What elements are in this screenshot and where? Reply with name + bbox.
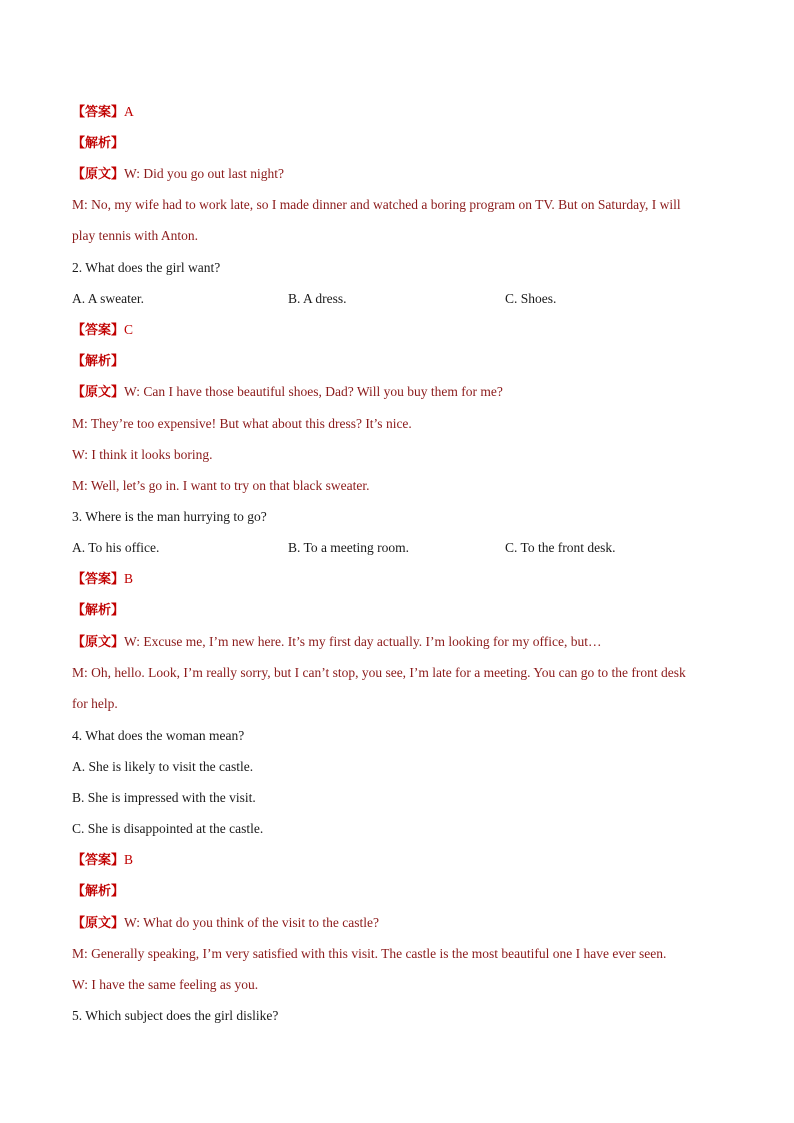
q4-question: 4. What does the woman mean? bbox=[72, 728, 245, 743]
original-tag: 【原文】 bbox=[72, 916, 125, 931]
q2-original-line bbox=[72, 383, 732, 402]
analysis-tag: 【解析】 bbox=[72, 603, 125, 618]
q1-answer-line bbox=[72, 103, 732, 122]
q4-analysis-line bbox=[72, 882, 732, 901]
q3-dialogue-1: M: Oh, hello. Look, I’m really sorry, but I can’t stop, you see, I’m late for a meeting. You can go to the front desk bbox=[72, 665, 686, 680]
q4-answer-line bbox=[72, 851, 732, 870]
q3-dialogue-0: W: Excuse me, I’m new here. It’s my first day actually. I’m looking for my office, but… bbox=[124, 634, 602, 649]
q3-dialogue-2: for help. bbox=[72, 696, 118, 711]
q3-question: 3. Where is the man hurrying to go? bbox=[72, 509, 267, 524]
original-tag: 【原文】 bbox=[72, 385, 125, 400]
q2-analysis-line bbox=[72, 352, 732, 371]
q2-option-c: C. Shoes. bbox=[505, 291, 557, 306]
q1-original-line bbox=[72, 165, 732, 184]
q3-analysis-line bbox=[72, 601, 732, 620]
q2-option-b: B. A dress. bbox=[288, 291, 347, 306]
q3-option-a: A. To his office. bbox=[72, 540, 160, 555]
q3-option-b: B. To a meeting room. bbox=[288, 540, 410, 555]
q4-original-line bbox=[72, 914, 732, 933]
q2-dialogue-1: M: They’re too expensive! But what about this dress? It’s nice. bbox=[72, 416, 412, 431]
q4-option-b: B. She is impressed with the visit. bbox=[72, 790, 256, 805]
q2-dialogue-2: W: I think it looks boring. bbox=[72, 447, 213, 462]
original-tag: 【原文】 bbox=[72, 167, 125, 182]
q3-option-c: C. To the front desk. bbox=[505, 540, 616, 555]
q4-dialogue-1: M: Generally speaking, I’m very satisfied with this visit. The castle is the most beautiful one I have ever seen. bbox=[72, 946, 667, 961]
analysis-tag: 【解析】 bbox=[72, 354, 125, 369]
answer-tag: 【答案】 bbox=[72, 572, 125, 587]
q2-dialogue-3: M: Well, let’s go in. I want to try on that black sweater. bbox=[72, 478, 370, 493]
answer-tag: 【答案】 bbox=[72, 853, 125, 868]
q1-dialogue-2: play tennis with Anton. bbox=[72, 228, 198, 243]
analysis-tag: 【解析】 bbox=[72, 136, 125, 151]
q1-analysis-line bbox=[72, 134, 732, 153]
original-tag: 【原文】 bbox=[72, 635, 125, 650]
answer-tag: 【答案】 bbox=[72, 105, 125, 120]
q4-option-c: C. She is disappointed at the castle. bbox=[72, 821, 264, 836]
q4-option-a: A. She is likely to visit the castle. bbox=[72, 759, 254, 774]
analysis-tag: 【解析】 bbox=[72, 884, 125, 899]
q1-answer: A bbox=[124, 104, 134, 119]
q2-answer-line bbox=[72, 321, 732, 340]
q5-question: 5. Which subject does the girl dislike? bbox=[72, 1008, 279, 1023]
q1-dialogue-1: M: No, my wife had to work late, so I made dinner and watched a boring program on TV. But on Saturday, I will bbox=[72, 197, 681, 212]
q3-answer: B bbox=[124, 571, 134, 586]
q2-option-a: A. A sweater. bbox=[72, 291, 144, 306]
q4-answer: B bbox=[124, 852, 134, 867]
q2-answer: C bbox=[124, 322, 134, 337]
q4-dialogue-0: W: What do you think of the visit to the castle? bbox=[124, 915, 379, 930]
answer-tag: 【答案】 bbox=[72, 323, 125, 338]
q1-dialogue-0: W: Did you go out last night? bbox=[124, 166, 284, 181]
q2-dialogue-0: W: Can I have those beautiful shoes, Dad? Will you buy them for me? bbox=[124, 384, 503, 399]
q3-answer-line bbox=[72, 570, 732, 589]
q2-question: 2. What does the girl want? bbox=[72, 260, 221, 275]
q4-dialogue-2: W: I have the same feeling as you. bbox=[72, 977, 259, 992]
q3-original-line bbox=[72, 633, 732, 652]
